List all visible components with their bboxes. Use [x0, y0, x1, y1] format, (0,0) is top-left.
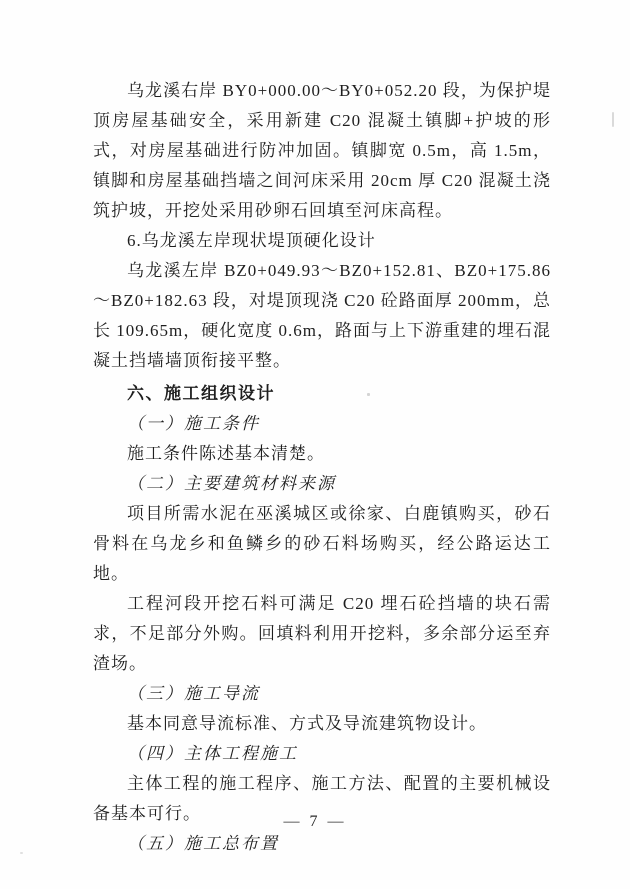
subheading-construction-general-layout: （五）施工总布置 — [127, 834, 279, 853]
scan-artifact — [612, 112, 614, 127]
scan-artifact — [367, 393, 370, 396]
para-cement-and-aggregate-purchase: 项目所需水泥在巫溪城区或徐家、白鹿镇购买，砂石骨料在乌龙乡和鱼鳞乡的砂石料场购买，经公路运达工地。 — [93, 504, 551, 583]
scan-artifact — [20, 852, 23, 854]
subheading-item6-left-bank-hardening: 6.乌龙溪左岸现状堤顶硬化设计 — [127, 231, 376, 250]
para-main-works-feasible: 主体工程的施工程序、施工方法、配置的主要机械设备基本可行。 — [93, 774, 551, 823]
subheading-main-building-material-sources: （二）主要建筑材料来源 — [127, 474, 336, 493]
subheading-construction-conditions: （一）施工条件 — [127, 414, 260, 433]
page-number: — 7 — — [283, 813, 347, 830]
para-construction-conditions-clear: 施工条件陈述基本清楚。 — [127, 444, 325, 463]
document-body — [93, 76, 551, 859]
para-excavated-stone-and-backfill: 工程河段开挖石料可满足 C20 埋石砼挡墙的块石需求，不足部分外购。回填料利用开挖料，多余部分运至弃渣场。 — [93, 594, 551, 673]
para-right-bank-protection: 乌龙溪右岸 BY0+000.00～BY0+052.20 段，为保护堤顶房屋基础安全，采用新建 C20 混凝土镇脚+护坡的形式，对房屋基础进行防冲加固。镇脚宽 0.5m，高 1.5m，镇脚和房屋基础挡墙之间河床采用 20cm 厚 C20 混凝土浇筑护坡，开挖处采用砂卵石回填至河床高程。 — [93, 81, 551, 220]
section-heading-construction-organization-design: 六、施工组织设计 — [127, 384, 275, 403]
para-left-bank-hardening: 乌龙溪左岸 BZ0+049.93～BZ0+152.81、BZ0+175.86～BZ0+182.63 段，对堤顶现浇 C20 砼路面厚 200mm，总长 109.65m，硬化宽度 0.6m，路面与上下游重建的埋石混凝土挡墙墙顶衔接平整。 — [93, 261, 551, 370]
para-diversion-standard-approved: 基本同意导流标准、方式及导流建筑物设计。 — [127, 714, 487, 733]
subheading-main-works-construction: （四）主体工程施工 — [127, 744, 298, 763]
subheading-construction-diversion: （三）施工导流 — [127, 684, 260, 703]
